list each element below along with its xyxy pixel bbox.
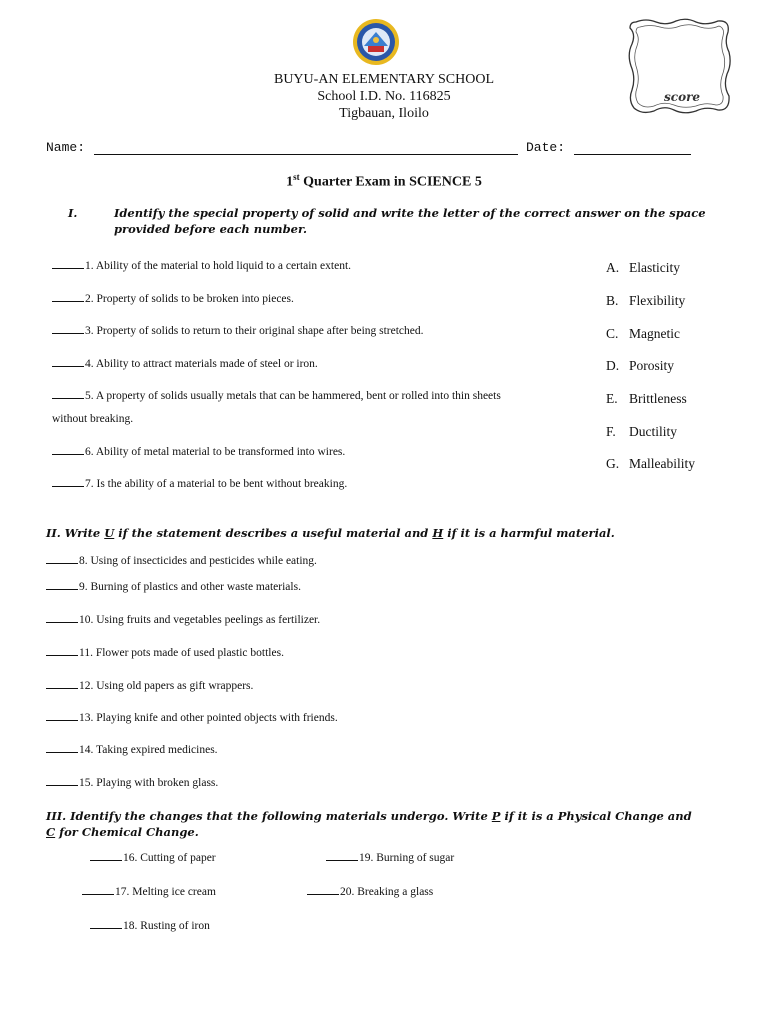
- answer-blank[interactable]: [46, 676, 78, 689]
- answer-blank[interactable]: [52, 386, 84, 399]
- question-6: 6. Ability of metal material to be transformed into wires.: [52, 441, 345, 463]
- answer-blank[interactable]: [52, 256, 84, 269]
- question-12: 12. Using old papers as gift wrappers.: [46, 675, 253, 697]
- answer-blank[interactable]: [46, 740, 78, 753]
- answer-blank[interactable]: [82, 882, 114, 895]
- part1-numeral: I.: [68, 206, 78, 220]
- name-label: Name:: [46, 140, 86, 155]
- part3-instruction: III. Identify the changes that the following materials undergo. Write P if it is a Physical Change and C for Chemical Change.: [46, 809, 692, 839]
- choice-d: D. Porosity: [606, 358, 675, 373]
- question-13: 13. Playing knife and other pointed objects with friends.: [46, 707, 338, 729]
- answer-blank[interactable]: [326, 848, 358, 861]
- school-seal-icon: [352, 18, 400, 66]
- answer-blank[interactable]: [52, 354, 84, 367]
- name-field[interactable]: [94, 154, 518, 155]
- question-18: 18. Rusting of iron: [90, 915, 210, 937]
- part1-instruction: Identify the special property of solid and write the letter of the correct answer on the space provided before each number.: [114, 206, 706, 236]
- answer-blank[interactable]: [52, 321, 84, 334]
- answer-blank[interactable]: [52, 474, 84, 487]
- school-location: Tigbauan, Iloilo: [339, 106, 429, 121]
- answer-blank[interactable]: [307, 882, 339, 895]
- question-2: 2. Property of solids to be broken into pieces.: [52, 288, 294, 310]
- question-7: 7. Is the ability of a material to be bent without breaking.: [52, 473, 347, 495]
- choice-a: A. Elasticity: [606, 260, 680, 275]
- part2-instruction: II. Write U if the statement describes a useful material and H if it is a harmful material.: [46, 526, 615, 540]
- question-16: 16. Cutting of paper: [90, 847, 216, 869]
- school-name: BUYU-AN ELEMENTARY SCHOOL: [273, 72, 495, 87]
- question-1: 1. Ability of the material to hold liquid to a certain extent.: [52, 255, 351, 277]
- answer-blank[interactable]: [52, 442, 84, 455]
- choice-e: E. Brittleness: [606, 391, 687, 406]
- answer-blank[interactable]: [52, 289, 84, 302]
- choice-g: G. Malleability: [606, 456, 695, 471]
- question-20: 20. Breaking a glass: [307, 881, 433, 903]
- answer-blank[interactable]: [90, 848, 122, 861]
- answer-blank[interactable]: [46, 708, 78, 721]
- question-14: 14. Taking expired medicines.: [46, 739, 218, 761]
- question-10: 10. Using fruits and vegetables peelings as fertilizer.: [46, 609, 320, 631]
- question-11: 11. Flower pots made of used plastic bottles.: [46, 642, 284, 664]
- question-17: 17. Melting ice cream: [82, 881, 216, 903]
- answer-blank[interactable]: [90, 916, 122, 929]
- answer-blank[interactable]: [46, 610, 78, 623]
- date-label: Date:: [526, 140, 566, 155]
- question-5: 5. A property of solids usually metals that can be hammered, bent or rolled into thin sheets: [52, 385, 501, 407]
- answer-blank[interactable]: [46, 551, 78, 564]
- question-3: 3. Property of solids to return to their original shape after being stretched.: [52, 320, 424, 342]
- question-9: 9. Burning of plastics and other waste materials.: [46, 576, 301, 598]
- question-8: 8. Using of insecticides and pesticides while eating.: [46, 550, 317, 572]
- answer-blank[interactable]: [46, 773, 78, 786]
- school-id: School I.D. No. 116825: [317, 89, 451, 104]
- question-5-continued: without breaking.: [52, 413, 134, 425]
- question-4: 4. Ability to attract materials made of steel or iron.: [52, 353, 318, 375]
- choice-f: F. Ductility: [606, 424, 677, 439]
- exam-title: 1st Quarter Exam in SCIENCE 5: [286, 172, 482, 190]
- date-field[interactable]: [574, 154, 691, 155]
- question-19: 19. Burning of sugar: [326, 847, 454, 869]
- answer-blank[interactable]: [46, 643, 78, 656]
- question-15: 15. Playing with broken glass.: [46, 772, 218, 794]
- choice-c: C. Magnetic: [606, 326, 680, 341]
- choice-b: B. Flexibility: [606, 293, 686, 308]
- answer-blank[interactable]: [46, 577, 78, 590]
- score-label: score: [664, 90, 701, 104]
